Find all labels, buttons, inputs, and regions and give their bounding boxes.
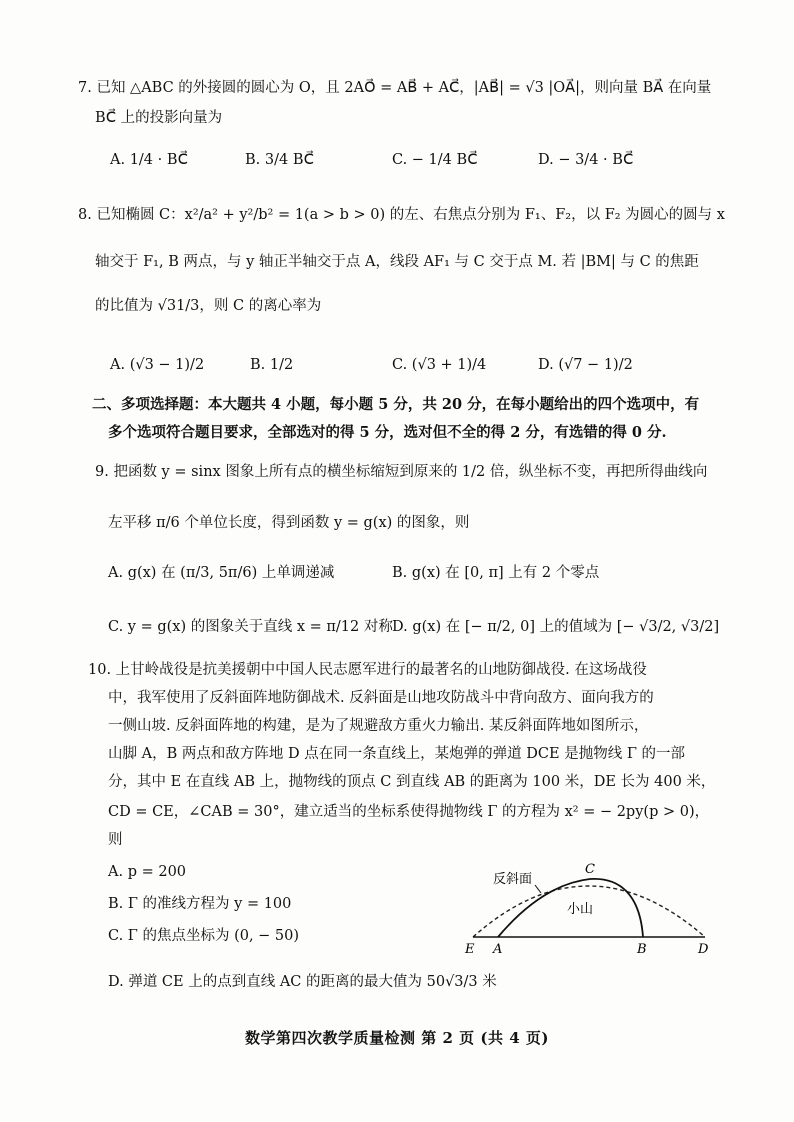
q10-stem-line4: 山脚 A，B 两点和敌方阵地 D 点在同一条直线上，某炮弹的弹道 DCE 是抛物线 Γ 的一部 <box>108 746 685 762</box>
q7-option-d: D. − 3/4 · BC⃗ <box>538 152 634 168</box>
point-label-e: E <box>465 942 475 955</box>
q10-stem-line1: 10. 上甘岭战役是抗美援朝中中国人民志愿军进行的最著名的山地防御战役. 在这场战役 <box>88 662 647 678</box>
q8-option-d: D. (√7 − 1)/2 <box>538 357 633 373</box>
q9-stem-line1: 9. 把函数 y = sinx 图象上所有点的横坐标缩短到原来的 1/2 倍，纵坐标不变，再把所得曲线向 <box>95 464 708 480</box>
q7-option-c: C. − 1/4 BC⃗ <box>392 152 478 168</box>
q10-figure <box>455 855 725 955</box>
point-label-d: D <box>698 942 709 955</box>
point-label-c: C <box>585 862 595 877</box>
q8-stem-line2: 轴交于 F₁, B 两点，与 y 轴正半轴交于点 A，线段 AF₁ 与 C 交于点 M. 若 |BM| 与 C 的焦距 <box>95 254 699 270</box>
q9-option-b: B. g(x) 在 [0, π] 上有 2 个零点 <box>392 565 600 581</box>
q8-option-b: B. 1/2 <box>250 357 294 373</box>
q7-option-a: A. 1/4 · BC⃗ <box>110 152 188 168</box>
q8-stem-line1: 8. 已知椭圆 C：x²/a² + y²/b² = 1(a > b > 0) 的左、右焦点分别为 F₁、F₂，以 F₂ 为圆心的圆与 x <box>78 207 725 223</box>
q10-stem-line7: 则 <box>108 832 123 848</box>
q7-stem-line2: BC⃗ 上的投影向量为 <box>95 110 223 126</box>
q10-stem-line6: CD = CE，∠CAB = 30°，建立适当的坐标系使得抛物线 Γ 的方程为 x² = − 2py(p > 0)， <box>108 804 710 820</box>
q10-option-d: D. 弹道 CE 上的点到直线 AC 的距离的最大值为 50√3/3 米 <box>108 974 497 990</box>
q9-option-a: A. g(x) 在 (π/3, 5π/6) 上单调递减 <box>108 565 335 581</box>
q8-option-a: A. (√3 − 1)/2 <box>110 357 205 373</box>
section2-heading-line2: 多个选项符合题目要求，全部选对的得 5 分，选对但不全的得 2 分，有选错的得 0 分. <box>108 424 667 441</box>
page-footer: 数学第四次教学质量检测 第 2 页 (共 4 页) <box>245 1029 549 1047</box>
q10-option-c: C. Γ 的焦点坐标为 (0, − 50) <box>108 928 300 944</box>
point-label-a: A <box>493 942 503 955</box>
figure-label-slope: 反斜面 <box>493 872 533 887</box>
q9-stem-line2: 左平移 π/6 个单位长度，得到函数 y = g(x) 的图象，则 <box>108 515 470 531</box>
q8-stem-line3: 的比值为 √31/3，则 C 的离心率为 <box>95 298 322 314</box>
section2-heading-line1: 二、多项选择题：本大题共 4 小题，每小题 5 分，共 20 分，在每小题给出的四个选项中，有 <box>92 396 700 413</box>
q10-stem-line5: 分，其中 E 在直线 AB 上，抛物线的顶点 C 到直线 AB 的距离为 100 米，DE 长为 400 米， <box>108 774 716 790</box>
q10-stem-line2: 中，我军使用了反斜面阵地防御战术. 反斜面是山地攻防战斗中背向敌方、面向我方的 <box>108 690 654 706</box>
q10-option-a: A. p = 200 <box>108 864 187 880</box>
figure-label-hill: 小山 <box>567 902 594 917</box>
q7-option-b: B. 3/4 BC⃗ <box>245 152 314 168</box>
point-label-b: B <box>637 942 647 955</box>
slope-pointer <box>535 885 541 893</box>
q10-option-b: B. Γ 的准线方程为 y = 100 <box>108 896 292 912</box>
q10-stem-line3: 一侧山坡. 反斜面阵地的构建，是为了规避敌方重火力输出. 某反斜面阵地如图所示， <box>108 718 649 734</box>
q7-stem-line1: 7. 已知 △ABC 的外接圆的圆心为 O，且 2AO⃗ = AB⃗ + AC⃗，|AB⃗| = √3 |OA⃗|，则向量 BA⃗ 在向量 <box>78 80 712 96</box>
q8-option-c: C. (√3 + 1)/4 <box>392 357 487 373</box>
q9-option-c: C. y = g(x) 的图象关于直线 x = π/12 对称 <box>108 619 393 635</box>
q9-option-d: D. g(x) 在 [− π/2, 0] 上的值域为 [− √3/2, √3/2] <box>392 619 720 635</box>
